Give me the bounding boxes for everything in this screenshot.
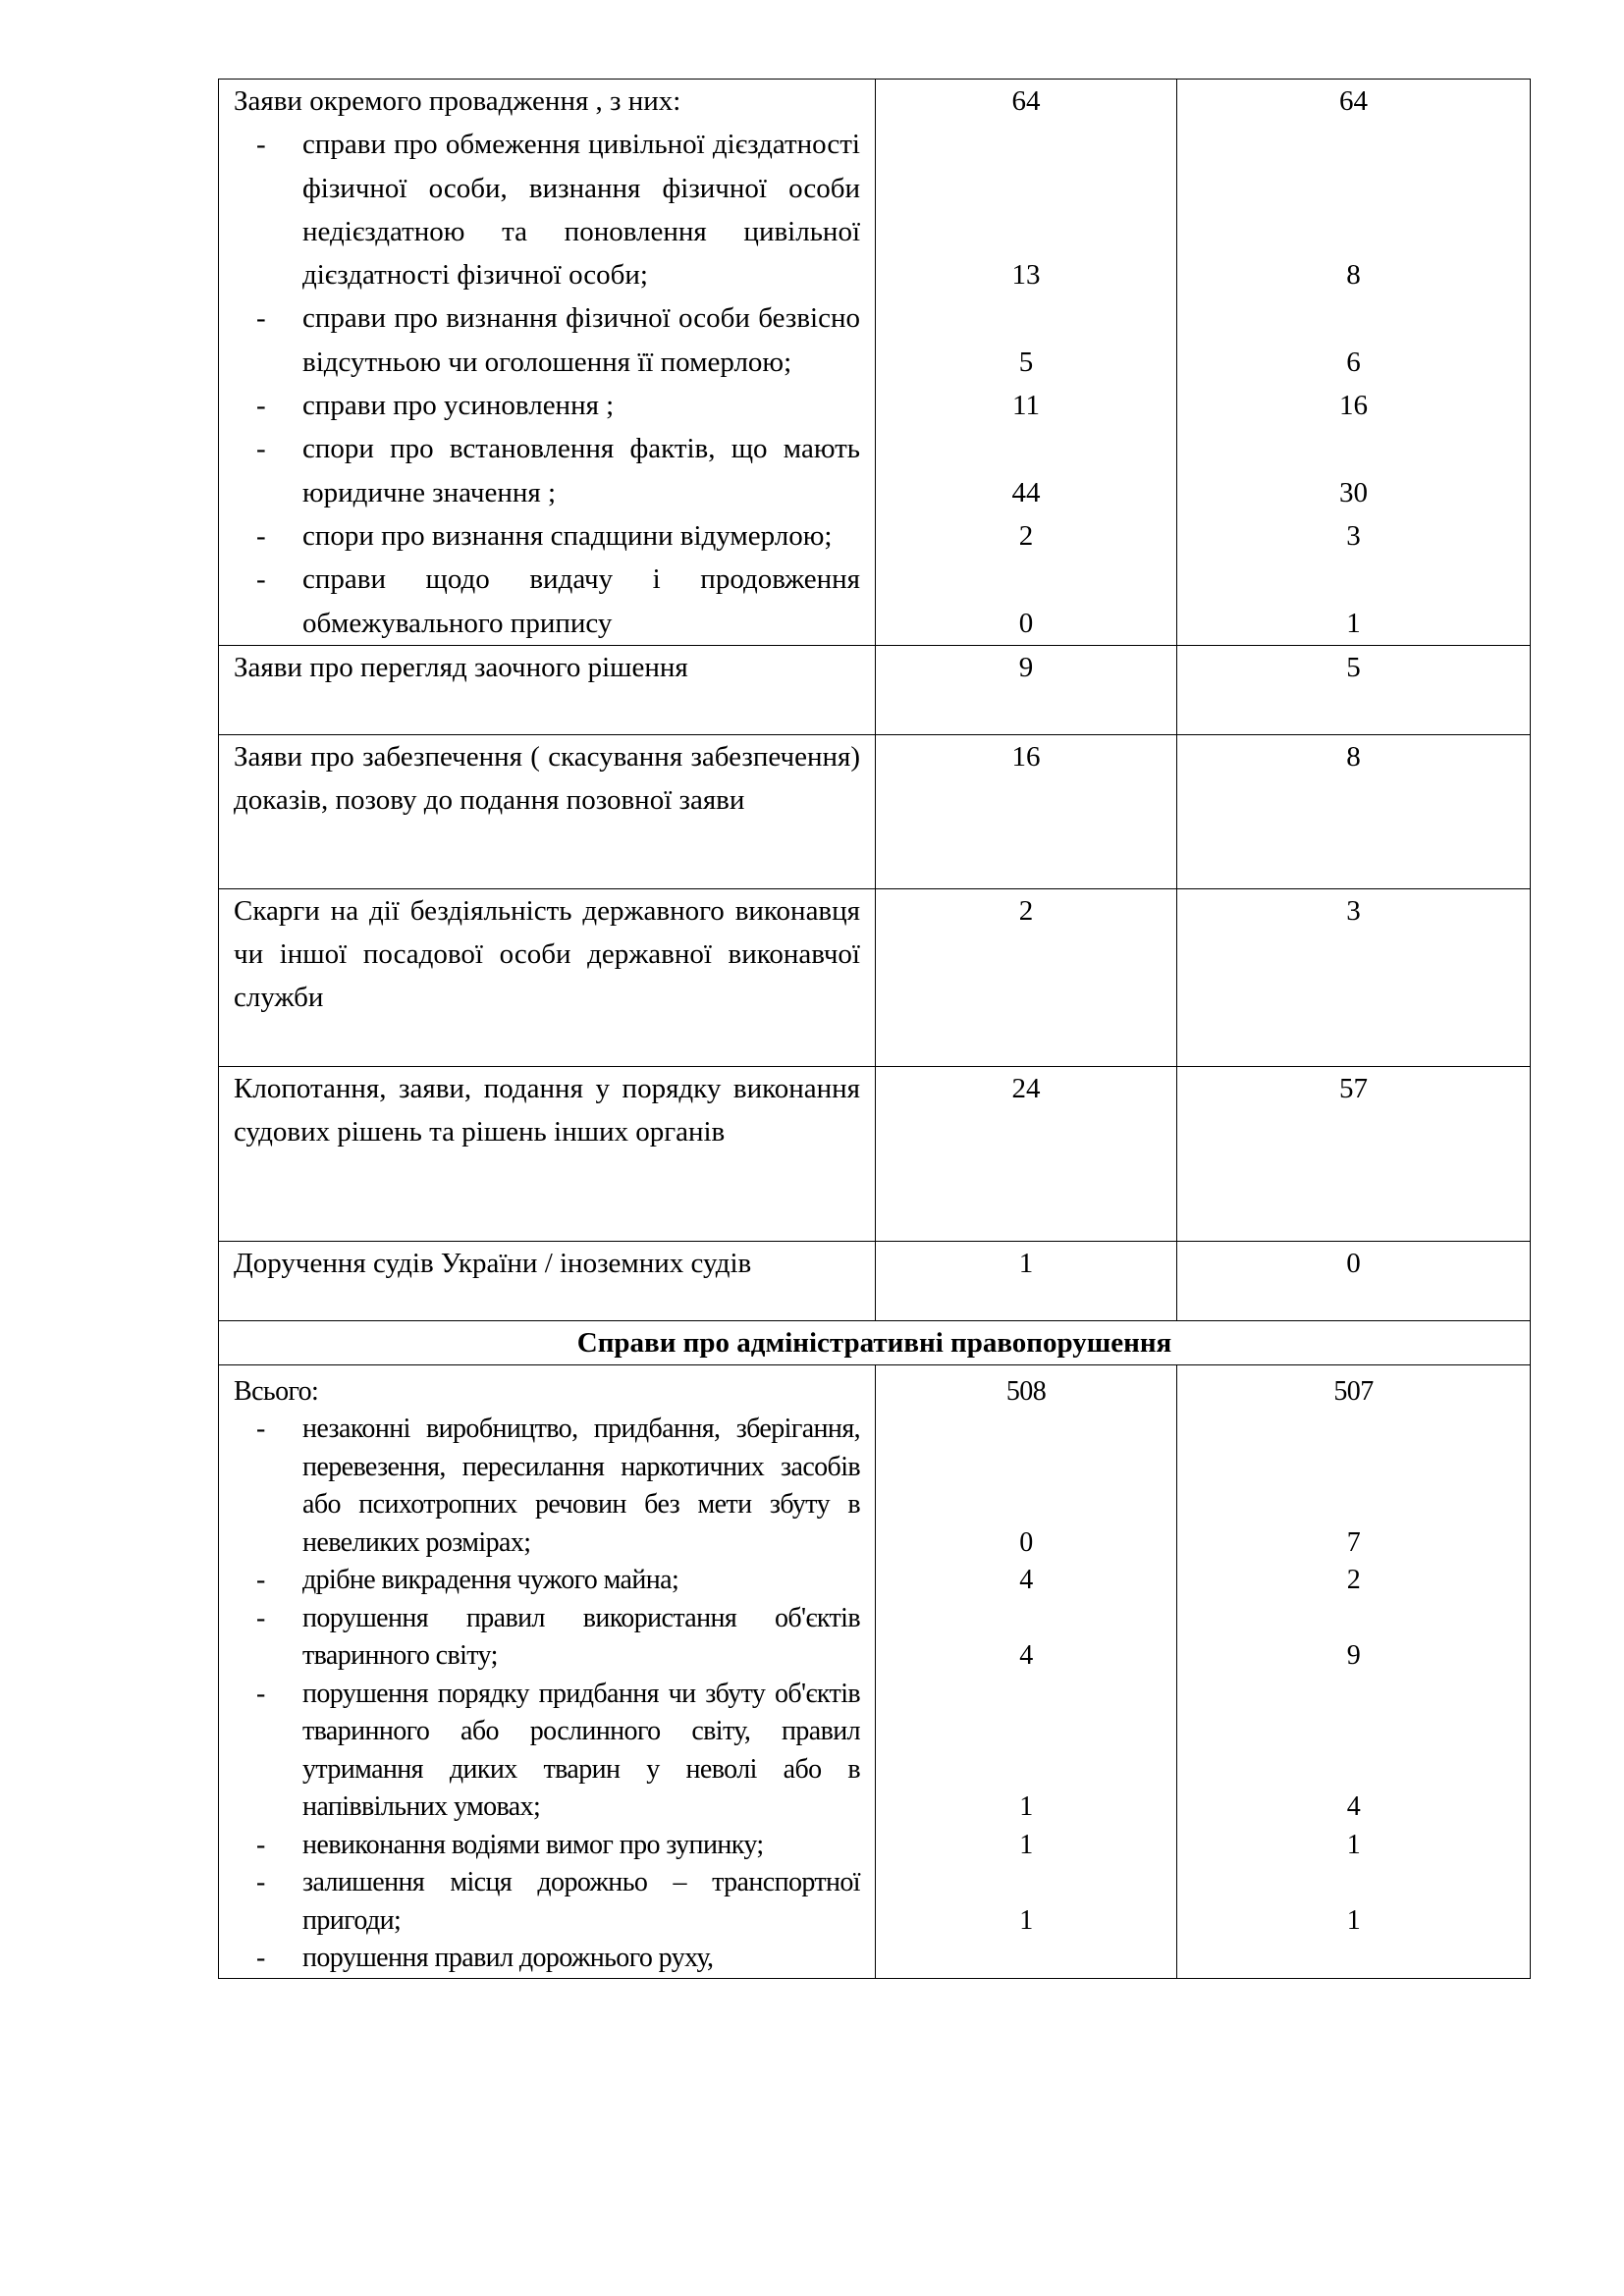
sub-item-label [219,1940,876,1978]
row-label [219,888,876,1066]
value-col2 [1177,1940,1531,1978]
value-col1-text: 508 [1005,1375,1047,1407]
section-heading-text: Справи про адміністративні правопорушення [576,1326,1172,1359]
value-col2 [1177,558,1531,645]
table-row [219,1364,1531,1411]
value-col2-text: 8 [1346,259,1361,292]
row-label-text: Заяви окремого провадження , з них: [234,85,681,117]
value-col1-text: 1 [1018,1247,1034,1279]
value-col2 [1177,1562,1531,1600]
value-col1 [876,1066,1177,1241]
value-col2-text: 4 [1346,1791,1361,1823]
value-col1-text: 13 [1011,259,1041,292]
value-col1 [876,558,1177,645]
table-row [219,1600,1531,1676]
value-col2 [1177,1864,1531,1940]
value-col2 [1177,734,1531,888]
sub-item-label [219,1827,876,1865]
list-dash: - [256,1414,265,1445]
value-col1 [876,514,1177,558]
list-dash: - [256,129,266,161]
value-col1-text: 11 [1012,390,1040,422]
sub-item-label-text: дрібне викрадення чужого майна; [302,1565,679,1596]
value-col1 [876,888,1177,1066]
section-heading-row [219,1320,1531,1364]
table-row [219,1066,1531,1241]
value-col1-text: 1 [1019,1829,1033,1860]
value-col2-text: 64 [1339,85,1368,117]
value-col1 [876,734,1177,888]
list-dash: - [256,1943,265,1974]
table-row [219,296,1531,384]
value-col1 [876,296,1177,384]
value-col1 [876,384,1177,427]
value-col1 [876,1411,1177,1562]
sub-item-label-text: невиконання водіями вимог про зупинку; [302,1829,764,1860]
value-col2-text: 7 [1346,1526,1361,1558]
value-col1 [876,1940,1177,1978]
value-col2 [1177,384,1531,427]
sub-item-label-text: залишення місця дорожньо – транспортної пригоди; [302,1867,860,1936]
value-col2 [1177,1411,1531,1562]
value-col1-text: 4 [1019,1565,1033,1596]
list-dash: - [256,433,266,465]
sub-item-label [219,296,876,384]
row-label [219,645,876,734]
list-dash: - [256,1867,265,1898]
statistics-table [218,79,1531,1979]
sub-item-label [219,1864,876,1940]
value-col2 [1177,1066,1531,1241]
value-col1 [876,645,1177,734]
list-dash: - [256,563,266,596]
sub-item-label [219,384,876,427]
value-col1 [876,1364,1177,1411]
sub-item-label [219,1562,876,1600]
table-row [219,1940,1531,1978]
value-col1-text: 1 [1019,1904,1033,1936]
table-row [219,734,1531,888]
table-row [219,1241,1531,1320]
sub-item-label-text: порушення правил дорожнього руху, [302,1943,714,1974]
table-row [219,384,1531,427]
sub-item-label-text: спори про встановлення фактів, що мають юридичне значення ; [302,433,860,508]
value-col2-text: 6 [1346,346,1361,378]
list-dash: - [256,1829,265,1860]
table-row [219,427,1531,514]
row-label-text: Всього: [234,1375,319,1407]
value-col2 [1177,514,1531,558]
table-row [219,1864,1531,1940]
value-col2 [1177,1600,1531,1676]
list-dash: - [256,519,266,552]
value-col2-text: 16 [1339,390,1368,422]
row-label [219,734,876,888]
value-col2 [1177,645,1531,734]
value-col2 [1177,1827,1531,1865]
value-col1 [876,80,1177,124]
value-col2-text: 1 [1346,1904,1361,1936]
value-col2-text: 0 [1346,1247,1361,1279]
value-col1-text: 24 [1011,1072,1041,1104]
sub-item-label-text: справи про усиновлення ; [302,390,615,422]
table-row [219,1827,1531,1865]
table-row [219,1562,1531,1600]
table-row [219,1676,1531,1827]
value-col2-text: 30 [1339,476,1368,508]
row-label-text: Заяви про забезпечення ( скасування забезпечення) доказів, позову до подання позовної заяви [234,740,860,817]
sub-item-label-text: справи щодо видачу і продовження обмежувального припису [302,563,860,639]
value-col2-text: 1 [1346,607,1361,639]
value-col2 [1177,888,1531,1066]
sub-item-label-text: спори про визнання спадщини відумерлою; [302,519,833,552]
value-col1 [876,427,1177,514]
value-col1 [876,1562,1177,1600]
row-label [219,80,876,124]
value-col2 [1177,296,1531,384]
value-col2 [1177,123,1531,296]
sub-item-label [219,427,876,514]
value-col1 [876,123,1177,296]
sub-item-label-text: справи про обмеження цивільної дієздатності фізичної особи, визнання фізичної особи недієздатною та поновлення цивільної дієздатності фізичної особи; [302,129,860,292]
row-label-text: Клопотання, заяви, подання у порядку виконання судових рішень та рішень інших органів [234,1072,860,1148]
list-dash: - [256,390,266,422]
value-col2 [1177,1676,1531,1827]
table-row [219,514,1531,558]
row-label [219,1066,876,1241]
value-col1-text: 2 [1018,519,1034,552]
table-row [219,645,1531,734]
value-col1-text: 9 [1018,651,1034,683]
value-col2 [1177,1241,1531,1320]
row-label-text: Доручення судів України / іноземних судів [234,1247,752,1279]
value-col2-text: 3 [1346,894,1361,927]
value-col1-text: 64 [1011,85,1041,117]
sub-item-label-text: порушення порядку придбання чи збуту об'єктів тваринного або рослинного світу, правил утримання диких тварин у неволі або в напіввільних умовах; [302,1678,860,1823]
value-col2-text: 1 [1346,1829,1361,1860]
value-col2-text: 5 [1346,651,1361,683]
value-col1-text: 16 [1011,740,1041,773]
sub-item-label-text: справи про визнання фізичної особи безвісно відсутньою чи оголошення її померлою; [302,302,860,378]
value-col1 [876,1241,1177,1320]
value-col1-text: 0 [1018,607,1034,639]
sub-item-label-text: незаконні виробництво, придбання, зберігання, перевезення, пересилання наркотичних засобів або психотропних речовин без мети збуту в невеликих розмірах; [302,1414,860,1558]
section-heading [219,1320,1531,1364]
table-row [219,80,1531,124]
value-col1 [876,1864,1177,1940]
value-col2-text: 2 [1346,1565,1361,1596]
value-col2-text: 57 [1339,1072,1368,1104]
value-col2-text: 9 [1346,1640,1361,1672]
value-col1 [876,1600,1177,1676]
table-row [219,558,1531,645]
value-col1-text: 5 [1018,346,1034,378]
value-col1 [876,1827,1177,1865]
value-col2-text: 8 [1346,740,1361,773]
value-col1 [876,1676,1177,1827]
sub-item-label [219,1676,876,1827]
table-row [219,1411,1531,1562]
value-col1-text: 1 [1019,1791,1033,1823]
sub-item-label [219,1411,876,1562]
sub-item-label [219,123,876,296]
row-label [219,1241,876,1320]
sub-item-label [219,558,876,645]
sub-item-label [219,514,876,558]
list-dash: - [256,1565,265,1596]
value-col2 [1177,1364,1531,1411]
row-label [219,1364,876,1411]
table-row [219,123,1531,296]
value-col2 [1177,80,1531,124]
list-dash: - [256,1678,265,1709]
value-col1-text: 0 [1019,1526,1033,1558]
value-col1-text: 44 [1011,476,1041,508]
value-col1-text: 2 [1018,894,1034,927]
value-col2 [1177,427,1531,514]
list-dash: - [256,302,266,335]
list-dash: - [256,1602,265,1633]
row-label-text: Заяви про перегляд заочного рішення [234,651,688,683]
value-col2-text: 507 [1333,1375,1374,1407]
table-row [219,888,1531,1066]
value-col2-text: 3 [1346,519,1361,552]
row-label-text: Скарги на дії бездіяльність державного виконавця чи іншої посадової особи державної виконавчої служби [234,894,860,1014]
sub-item-label-text: порушення правил використання об'єктів тваринного світу; [302,1602,860,1672]
sub-item-label [219,1600,876,1676]
value-col1-text: 4 [1019,1640,1033,1672]
